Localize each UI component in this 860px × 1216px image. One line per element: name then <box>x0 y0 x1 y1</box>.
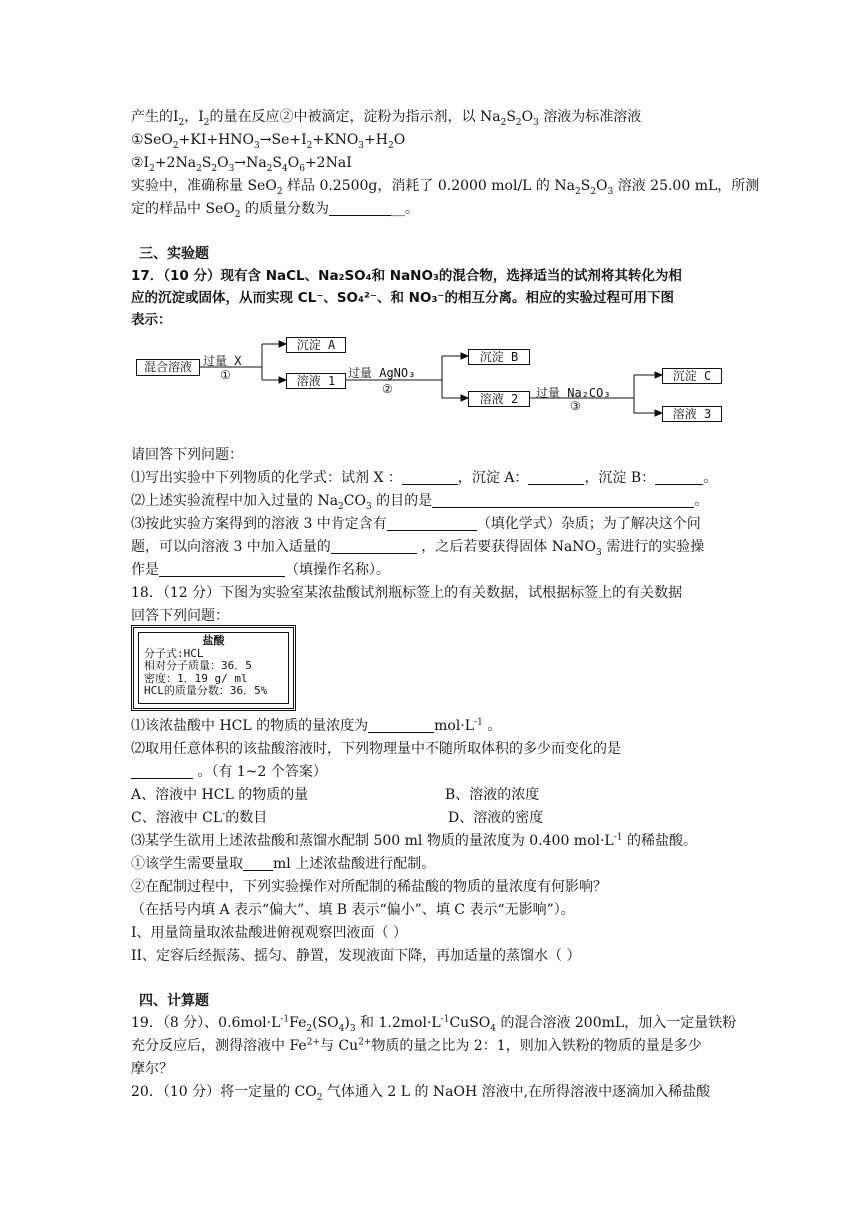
question-18-2-cont: 。（有 1~2 个答案） <box>131 762 327 782</box>
answer-blank[interactable] <box>432 493 694 508</box>
question-17-line: 应的沉淀或固体，从而实现 CL⁻、SO₄²⁻、和 NO₃⁻的相互分离。相应的实验过程可用下图 <box>131 290 674 306</box>
text-line: 实验中，准确称量 SeO$_2$ 样品 0.2500g，消耗了 0.2000 mol/L 的 $Na_2S_2O_3$ 溶液 25.00 mL，所测 <box>131 178 760 197</box>
item-i: I、用量筒量取浓盐酸进俯视观察凹液面（ ） <box>131 925 407 941</box>
step-2-label: 过量 AgNO₃ <box>348 366 416 380</box>
text-line: 产生的$I_2$，$I_2$的量在反应②中被滴定，淀粉为指示剂，以 $Na_2S_2O_3$ 溶液为标准溶液 <box>131 109 642 128</box>
question-18-3-2: ②在配制过程中，下列实验操作对所配制的稀盐酸的物质的量浓度有何影响？ <box>131 879 607 895</box>
question-17-3-cont: 作是 （填操作名称）。 <box>131 562 390 578</box>
answer-blank[interactable] <box>528 470 584 485</box>
reaction-2: $②I_2+2Na_2S_2O_3\to Na_2S_4O_6+2NaI$ <box>131 155 352 174</box>
question-18-1: ⑴该浓盐酸中 HCL 的物质的量浓度为 $mol\cdot L^{-1}$ 。 <box>131 717 502 734</box>
label-molar-mass: 相对分子质量：36．5 <box>144 659 252 672</box>
solution-3-box: 溶液 3 <box>662 406 722 422</box>
section-title: 四、计算题 <box>139 993 209 1009</box>
text-line: 请回答下列问题： <box>131 447 243 463</box>
label-density: 密度：1．19 g/ ml <box>144 671 248 685</box>
question-19-line: 充分反应后，测得溶液中 $Fe^{2+}$与 $Cu^{2+}$物质的量之比为 2：1，则加入铁粉的物质的量是多少 <box>131 1037 702 1054</box>
label-title: 盐酸 <box>202 634 225 647</box>
question-17-2: ⑵上述实验流程中加入过量的 $Na_2CO_3$ 的目的是 。 <box>131 493 709 512</box>
question-20-line: 20．（10 分）将一定量的 $CO_2$ 气体通入 2 L 的 NaOH 溶液中,在所得溶液中逐滴加入稀盐酸 <box>131 1084 711 1103</box>
question-18-line: 18．（12 分）下图为实验室某浓盐酸试剂瓶标签上的有关数据，试根据标签上的有关数据 <box>131 585 683 601</box>
question-18-3-1: ①该学生需要量取 ml 上述浓盐酸进行配制。 <box>131 856 436 872</box>
step-2-number: ② <box>382 382 393 396</box>
text-line: 定的样品中 SeO$_2$ 的质量分数为 __。 <box>131 201 419 220</box>
precipitate-c-box: 沉淀 C <box>662 368 722 384</box>
precipitate-b-box: 沉淀 B <box>468 349 530 365</box>
step-1-label: 过量 X <box>203 354 242 368</box>
answer-blank[interactable] <box>655 470 703 485</box>
label-formula: 分子式:HCL <box>144 646 204 660</box>
answer-blank[interactable] <box>243 856 273 871</box>
flow-arrows <box>0 0 860 440</box>
step-1-number: ① <box>220 368 231 382</box>
step-3-label: 过量 Na₂CO₃ <box>536 386 611 400</box>
item-ii: II、定容后经振荡、摇匀、静置，发现液面下降，再加适量的蒸馏水（ ） <box>131 948 581 964</box>
question-17-1: ⑴写出实验中下列物质的化学式：试剂 X ： ，沉淀 A： ，沉淀 B： 。 <box>131 470 718 486</box>
question-17-3-cont: 题，可以向溶液 3 中加入适量的 ，之后若要获得固体 NaNO$_3$ 需进行的实验操 <box>131 539 705 558</box>
answer-blank[interactable] <box>387 516 477 531</box>
option-b: B、溶液的浓度 <box>445 787 540 803</box>
question-18-2: ⑵取用任意体积的该盐酸溶液时，下列物理量中不随所取体积的多少而变化的是 <box>131 741 621 757</box>
solution-2-box: 溶液 2 <box>468 391 530 407</box>
question-19-line: 摩尔？ <box>131 1061 173 1077</box>
reaction-1: $①SeO_2+KI+HNO_3\to Se+I_2+KNO_3+H_2O$ <box>131 132 406 151</box>
question-18-3: ⑶某学生欲用上述浓盐酸和蒸馏水配制 500 ml 物质的量浓度为 0.400 $mol\cdot L^{-1}$ 的稀盐酸。 <box>131 832 697 849</box>
option-c: C、溶液中 CL-的数目 <box>131 809 268 826</box>
answer-blank[interactable] <box>131 764 193 779</box>
question-17-line: 17．（10 分）现有含 NaCL、Na₂SO₄和 NaNO₃的混合物，选择适当的试剂将其转化为相 <box>131 268 682 284</box>
question-19-line: 19．（8 分）、$0.6mol\cdot L^{-1}Fe_2(SO_4)_3$ 和 $1.2mol\cdot L^{-1}CuSO_4$ 的混合溶液 200mL，加入一定量铁粉 <box>131 1014 737 1034</box>
label-mass-fraction: HCL的质量分数：36．5% <box>144 684 268 697</box>
answer-blank[interactable] <box>159 562 285 577</box>
question-17-line: 表示： <box>131 312 172 328</box>
step-3-number: ③ <box>570 399 581 413</box>
answer-blank[interactable] <box>402 470 458 485</box>
section-title: 三、实验题 <box>139 246 209 262</box>
answer-blank[interactable] <box>368 718 434 733</box>
instruction: （在括号内填 A 表示“偏大”、填 B 表示“偏小”、填 C 表示“无影响”）。 <box>131 902 575 918</box>
question-17-3: ⑶按此实验方案得到的溶液 3 中肯定含有 （填化学式）杂质；为了解决这个问 <box>131 516 701 532</box>
option-a: A、溶液中 HCL 的物质的量 <box>131 787 309 803</box>
mixture-box: 混合溶液 <box>136 359 200 376</box>
option-d: D、溶液的密度 <box>448 810 544 826</box>
precipitate-a-box: 沉淀 A <box>286 337 346 353</box>
answer-blank[interactable] <box>331 539 417 554</box>
reagent-bottle-label <box>131 625 296 711</box>
question-18-line: 回答下列问题： <box>131 608 229 624</box>
solution-1-box: 溶液 1 <box>286 373 346 389</box>
